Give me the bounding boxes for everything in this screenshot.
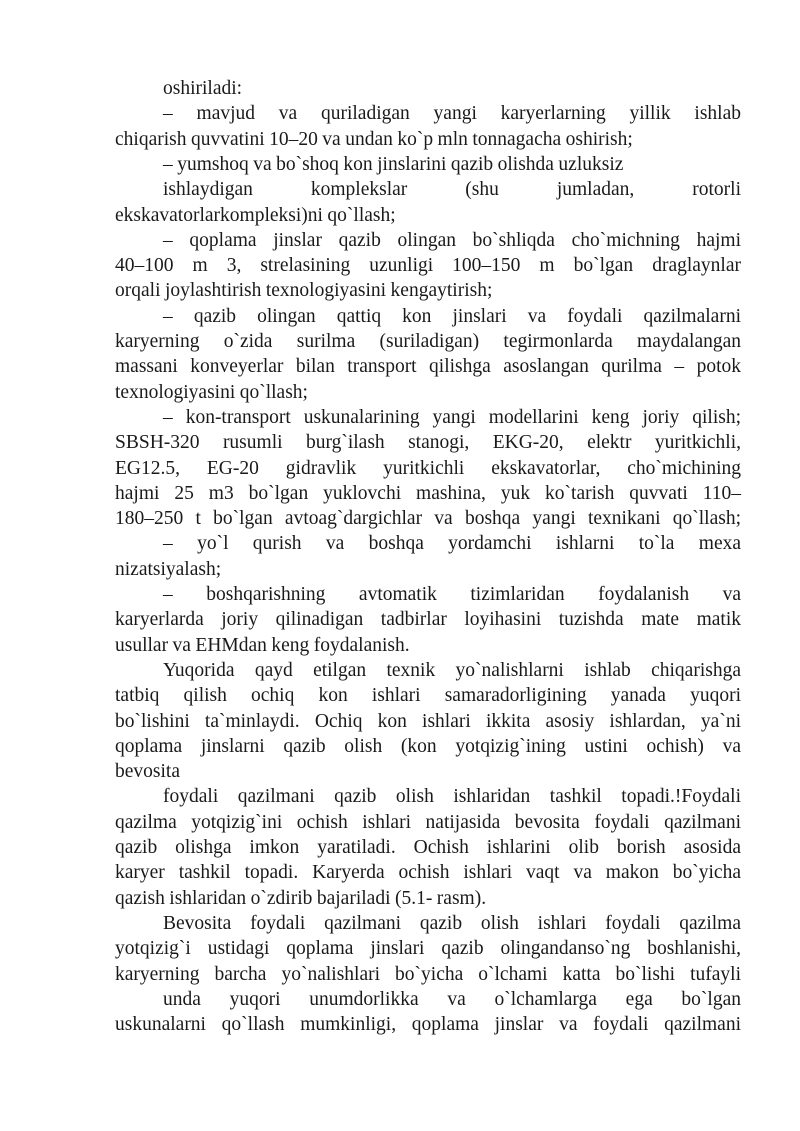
text-line: – yumshoq va bo`shoq kon jinslarini qazib olishda uzluksiz [163,153,624,175]
text-line: unda yuqori unumdorlikka va o`lchamlarga ega bo`lgan [163,988,741,1010]
text-line: yotqizig`i ustidagi qoplama jinslari qazib olingandanso`ng boshlanishi, [115,938,741,960]
text-line: 40–100 m 3, strelasining uzunligi 100–150 m bo`lgan draglaynlar [115,255,741,277]
text-line: – yo`l qurish va boshqa yordamchi ishlarni to`la mexa [163,533,741,555]
text-line: tatbiq qilish ochiq kon ishlari samaradorligining yanada yuqori [115,685,741,707]
text-line: foydali qazilmani qazib olish ishlaridan tashkil topadi.!Foydali [163,786,741,808]
text-line: uskunalarni qo`llash mumkinligi, qoplama jinslar va foydali qazilmani [115,1014,741,1036]
text-line: Yuqorida qayd etilgan texnik yo`nalishlarni ishlab chiqarishga [163,659,741,681]
text-line: qazilma yotqizig`ini ochish ishlari natijasida bevosita foydali qazilmani [115,811,741,833]
text-line: karyer tashkil topadi. Karyerda ochish ishlari vaqt va makon bo`yicha [115,862,741,884]
text-line: – boshqarishning avtomatik tizimlaridan foydalanish va [163,584,741,605]
text-line: qoplama jinslarni qazib olish (kon yotqizig`ining ustini ochish) va [115,735,741,757]
text-line: karyerning o`zida surilma (suriladigan) tegirmonlarda maydalangan [115,331,741,352]
text-line: – kon-transport uskunalarining yangi modellarini keng joriy qilish; [163,406,741,428]
text-line: hajmi 25 m3 bo`lgan yuklovchi mashina, yuk ko`tarish quvvati 110– [115,482,741,504]
text-line: qazish ishlaridan o`zdirib bajariladi (5.1- rasm). [115,887,487,909]
text-line: nizatsiyalash; [115,558,222,580]
text-line: ishlaydigan komplekslar (shu jumladan, rotorli [163,179,741,201]
text-line: EG12.5, EG-20 gidravlik yuritkichli ekskavatorlar, cho`michining [115,457,741,479]
text-line: bo`lishini ta`minlaydi. Ochiq kon ishlari ikkita asosiy ishlardan, ya`ni [115,710,741,732]
text-line: oshiriladi: [163,78,243,99]
text-line: karyerlarda joriy qilinadigan tadbirlar loyihasini tuzishda mate matik [115,609,741,631]
text-line: – qoplama jinslar qazib olingan bo`shliqda cho`michning hajmi [163,229,741,251]
text-line: chiqarish quvvatini 10–20 va undan ko`p mln tonnagacha oshirish; [115,128,633,150]
text-line: qazib olishga imkon yaratiladi. Ochish ishlarini olib borish asosida [115,837,741,858]
text-line: karyerning barcha yo`nalishlari bo`yicha o`lchami katta bo`lishi tufayli [115,963,741,985]
text-line: – qazib olingan qattiq kon jinslari va foydali qazilmalarni [163,305,741,327]
text-line: bevosita [115,761,180,783]
text-line: SBSH-320 rusumli burg`ilash stanogi, EKG-20, elektr yuritkichli, [115,432,741,454]
text-line: massani konveyerlar bilan transport qilishga asoslangan qurilma – potok [115,356,741,378]
text-line: orqali joylashtirish texnologiyasini kengaytirish; [115,280,493,302]
text-line: ekskavatorlarkompleksi)ni qo`llash; [115,204,396,226]
text-line: 180–250 t bo`lgan avtoag`dargichlar va boshqa yangi texnikani qo`llash; [115,508,741,530]
text-line: – mavjud va quriladigan yangi karyerlarning yillik ishlab [163,103,741,125]
text-line: Bevosita foydali qazilmani qazib olish ishlari foydali qazilma [163,912,741,934]
text-line: texnologiyasini qo`llash; [115,381,308,403]
text-line: usullar va EHMdan keng foydalanish. [115,634,410,656]
